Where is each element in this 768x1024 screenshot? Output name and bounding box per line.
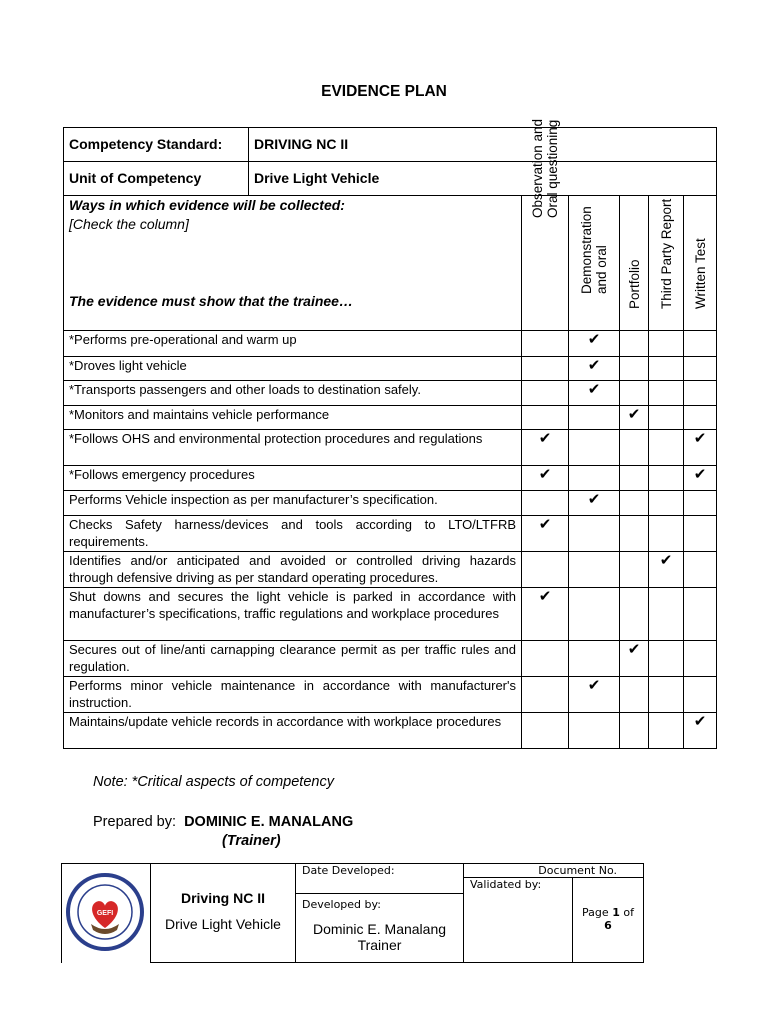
evidence-row: [64, 357, 717, 381]
seal-text: GEFI: [96, 910, 114, 917]
qualification: Driving NC II: [180, 890, 265, 906]
check-cell-written-test: [684, 713, 717, 749]
check-cell-observation: [522, 552, 569, 588]
developed-by-label: Developed by:: [302, 898, 381, 911]
competency-standard-value: DRIVING NC II: [249, 128, 717, 162]
check-cell-portfolio: [620, 552, 649, 588]
check-cell-observation: [522, 381, 569, 406]
page-of-label: of: [623, 906, 634, 919]
check-cell-third-party: [649, 588, 684, 641]
method-label: Portfolio: [627, 259, 642, 309]
check-cell-written-test: [684, 677, 717, 713]
document-no-label: Document No.: [538, 864, 617, 877]
date-developed-label: Date Developed:: [302, 864, 395, 877]
check-cell-observation: [522, 641, 569, 677]
evidence-row: [64, 713, 717, 749]
validated-by-cell: [463, 877, 573, 963]
check-cell-written-test: [684, 331, 717, 357]
check-cell-demonstration: [569, 641, 620, 677]
check-cell-observation: [522, 430, 569, 466]
check-cell-observation: [522, 677, 569, 713]
check-mark-icon: ✔: [587, 331, 601, 348]
ways-instruction: [Check the column]: [69, 216, 189, 232]
check-cell-demonstration: [569, 588, 620, 641]
evidence-row-text: *Performs pre-operational and warm up: [64, 331, 522, 357]
method-label: Demonstration and oral: [579, 206, 609, 294]
evidence-row: [64, 381, 717, 406]
evidence-row: [64, 588, 717, 641]
check-cell-demonstration: [569, 430, 620, 466]
check-cell-portfolio: [620, 491, 649, 516]
page-title: EVIDENCE PLAN: [321, 83, 447, 100]
check-cell-portfolio: [620, 516, 649, 552]
check-cell-written-test: [684, 641, 717, 677]
developer-name: Dominic E. Manalang: [312, 921, 447, 937]
check-cell-third-party: [649, 466, 684, 491]
competency-standard-label: Competency Standard:: [64, 128, 249, 162]
evidence-row-text: Performs Vehicle inspection as per manufacturer’s specification.: [64, 491, 522, 516]
evidence-row-text: *Follows OHS and environmental protection procedures and regulations: [64, 430, 522, 466]
unit-name: Drive Light Vehicle: [165, 916, 281, 932]
check-cell-observation: [522, 357, 569, 381]
check-cell-written-test: [684, 552, 717, 588]
check-cell-third-party: [649, 491, 684, 516]
ways-cell: [64, 196, 522, 331]
evidence-row-text: Shut downs and secures the light vehicle is parked in accordance with manufacturer’s specifications, traffic regulations and workplace procedures: [64, 588, 522, 641]
trainee-line: The evidence must show that the trainee…: [69, 293, 353, 309]
evidence-row: [64, 552, 717, 588]
evidence-row-text: Maintains/update vehicle records in accordance with workplace procedures: [64, 713, 522, 749]
evidence-row-text: Performs minor vehicle maintenance in accordance with manufacturer's instruction.: [64, 677, 522, 713]
page-total: 6: [604, 919, 612, 932]
method-header-portfolio: [620, 196, 649, 331]
check-cell-third-party: [649, 357, 684, 381]
prepared-by-label: Prepared by:: [93, 814, 177, 830]
check-cell-observation: [522, 466, 569, 491]
check-cell-demonstration: [569, 406, 620, 430]
check-cell-demonstration: [569, 491, 620, 516]
check-cell-portfolio: [620, 430, 649, 466]
school-seal-icon: [61, 864, 149, 962]
check-mark-icon: ✔: [538, 466, 552, 483]
method-header-observation: [522, 118, 569, 331]
evidence-row-text: Secures out of line/anti carnapping clearance permit as per traffic rules and regulation.: [64, 641, 522, 677]
evidence-row: [64, 430, 717, 466]
unit-of-competency-label: Unit of Competency: [64, 162, 249, 196]
check-mark-icon: ✔: [627, 406, 641, 423]
check-cell-third-party: [649, 331, 684, 357]
page-number: 1: [612, 906, 620, 919]
check-mark-icon: ✔: [587, 381, 601, 398]
check-cell-portfolio: [620, 588, 649, 641]
method-header-third-party-report: [649, 196, 684, 331]
evidence-row: [64, 677, 717, 713]
check-cell-demonstration: [569, 331, 620, 357]
evidence-row: [64, 406, 717, 430]
check-cell-third-party: [649, 677, 684, 713]
check-cell-demonstration: [569, 552, 620, 588]
check-cell-written-test: [684, 357, 717, 381]
validated-by-label: Validated by:: [470, 878, 542, 891]
check-cell-portfolio: [620, 406, 649, 430]
check-cell-portfolio: [620, 357, 649, 381]
check-cell-observation: [522, 588, 569, 641]
evidence-row-text: *Follows emergency procedures: [64, 466, 522, 491]
evidence-row: [64, 641, 717, 677]
evidence-row-text: *Monitors and maintains vehicle performance: [64, 406, 522, 430]
check-mark-icon: ✔: [693, 466, 707, 483]
evidence-row: [64, 516, 717, 552]
check-cell-demonstration: [569, 466, 620, 491]
method-label: Third Party Report: [659, 198, 674, 309]
check-cell-written-test: [684, 491, 717, 516]
check-cell-written-test: [684, 381, 717, 406]
evidence-row: [64, 466, 717, 491]
check-cell-demonstration: [569, 381, 620, 406]
method-label: Written Test: [693, 238, 709, 309]
check-cell-demonstration: [569, 357, 620, 381]
check-cell-written-test: [684, 516, 717, 552]
check-cell-demonstration: [569, 516, 620, 552]
check-cell-written-test: [684, 406, 717, 430]
ways-heading: Ways in which evidence will be collected:: [69, 197, 345, 213]
prepared-by: [93, 814, 353, 830]
check-cell-portfolio: [620, 331, 649, 357]
check-mark-icon: ✔: [538, 516, 552, 533]
method-label: Observation and Oral questioning: [530, 118, 560, 218]
document-no-cell: [463, 863, 644, 878]
check-cell-observation: [522, 491, 569, 516]
logo-cell: [61, 863, 151, 963]
check-cell-written-test: [684, 430, 717, 466]
evidence-row: [64, 331, 717, 357]
date-developed-cell: [295, 863, 464, 894]
check-mark-icon: ✔: [693, 430, 707, 447]
developed-by-cell: [295, 893, 464, 963]
check-cell-third-party: [649, 430, 684, 466]
check-mark-icon: ✔: [627, 641, 641, 658]
evidence-row-text: Checks Safety harness/devices and tools according to LTO/LTFRB requirements.: [64, 516, 522, 552]
check-cell-demonstration: [569, 677, 620, 713]
check-cell-observation: [522, 331, 569, 357]
check-cell-third-party: [649, 713, 684, 749]
check-cell-third-party: [649, 406, 684, 430]
evidence-row-text: *Droves light vehicle: [64, 357, 522, 381]
check-mark-icon: ✔: [587, 357, 601, 374]
evidence-row-text: *Transports passengers and other loads to destination safely.: [64, 381, 522, 406]
prepared-by-role: (Trainer): [222, 833, 281, 849]
check-cell-portfolio: [620, 677, 649, 713]
note: Note: *Critical aspects of competency: [93, 774, 334, 790]
evidence-row-text: Identifies and/or anticipated and avoided or controlled driving hazards through defensive driving as per standard operating procedures.: [64, 552, 522, 588]
check-mark-icon: ✔: [693, 713, 707, 730]
page-number-cell: [572, 877, 644, 963]
qualification-cell: [150, 863, 296, 963]
check-cell-observation: [522, 516, 569, 552]
check-mark-icon: ✔: [659, 552, 673, 569]
document-footer: [61, 863, 644, 963]
evidence-methods-header-row: [64, 196, 717, 331]
check-cell-written-test: [684, 466, 717, 491]
check-cell-third-party: [649, 552, 684, 588]
check-cell-third-party: [649, 516, 684, 552]
check-cell-portfolio: [620, 713, 649, 749]
check-mark-icon: ✔: [587, 491, 601, 508]
check-cell-portfolio: [620, 381, 649, 406]
check-mark-icon: ✔: [538, 430, 552, 447]
method-header-written-test: [684, 196, 717, 331]
check-cell-observation: [522, 406, 569, 430]
check-cell-third-party: [649, 381, 684, 406]
check-cell-written-test: [684, 588, 717, 641]
evidence-plan-table: [63, 118, 717, 749]
check-cell-portfolio: [620, 641, 649, 677]
method-header-demonstration: [569, 196, 620, 331]
page-label: Page: [582, 906, 609, 919]
check-cell-observation: [522, 713, 569, 749]
check-mark-icon: ✔: [538, 588, 552, 605]
prepared-by-name: DOMINIC E. MANALANG: [184, 814, 354, 830]
evidence-row: [64, 491, 717, 516]
check-cell-portfolio: [620, 466, 649, 491]
developer-role: Trainer: [357, 937, 402, 953]
unit-of-competency-value: Drive Light Vehicle: [249, 162, 717, 196]
check-cell-third-party: [649, 641, 684, 677]
check-mark-icon: ✔: [587, 677, 601, 694]
check-cell-demonstration: [569, 713, 620, 749]
